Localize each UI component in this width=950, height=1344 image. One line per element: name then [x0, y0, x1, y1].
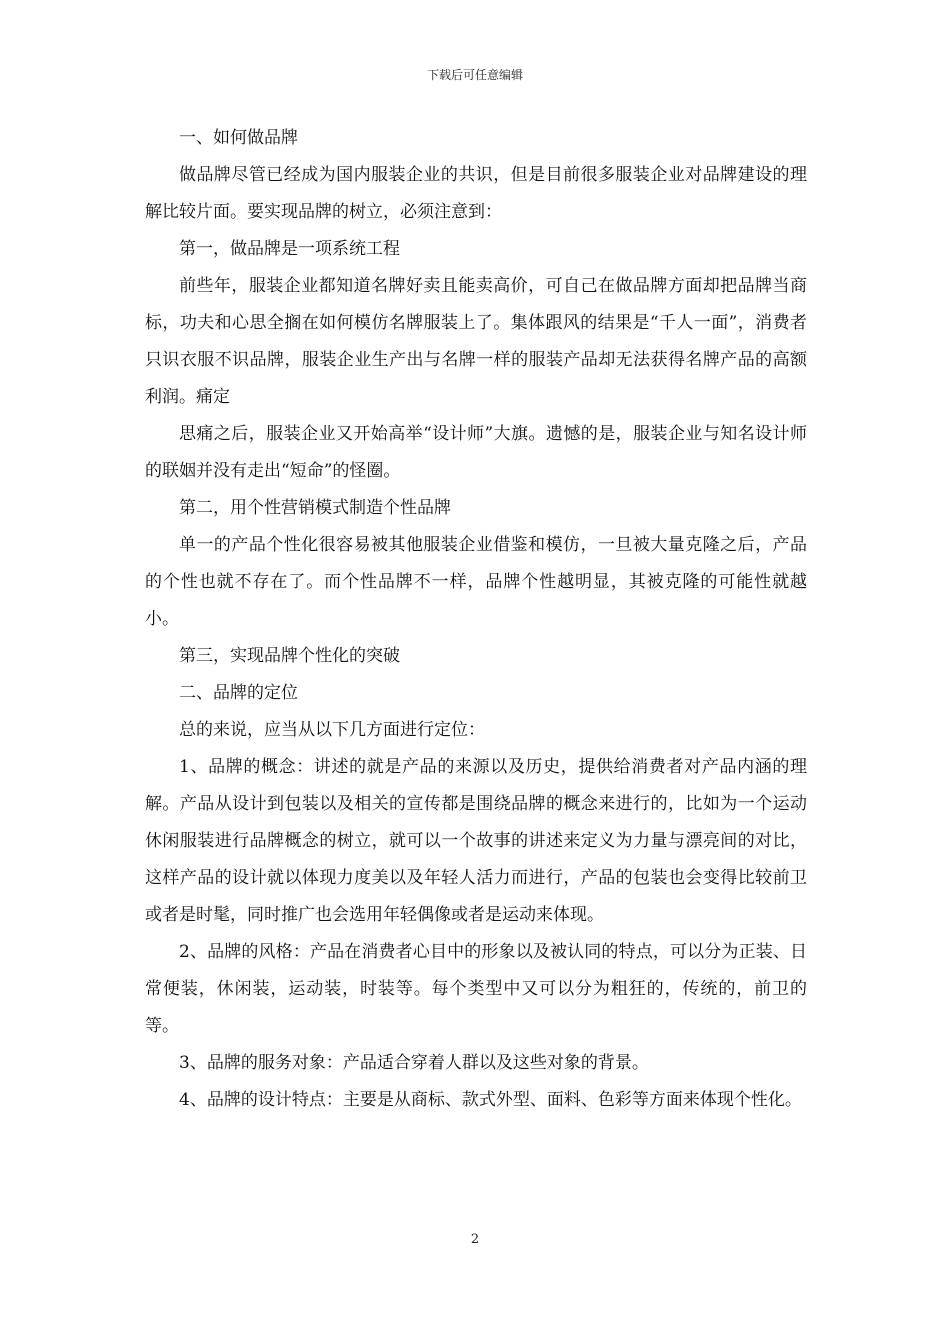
paragraph: 做品牌尽管已经成为国内服装企业的共识，但是目前很多服装企业对品牌建设的理解比较片面。要实现品牌的树立，必须注意到：	[145, 165, 807, 222]
page-header: 下载后可任意编辑	[426, 68, 523, 82]
document-body	[145, 120, 807, 1119]
list-item-brand-concept: 1、品牌的概念：讲述的就是产品的来源以及历史，提供给消费者对产品内涵的理解。产品从设计到包装以及相关的宣传都是围绕品牌的概念来进行的，比如为一个运动休闲服装进行品牌概念的树立，就可以一个故事的讲述来定义为力量与漂亮间的对比，这样产品的设计就以体现力度美以及年轻人活力而进行，产品的包装也会变得比较前卫或者是时髦，同时推广也会选用年轻偶像或者是运动来体现。	[145, 757, 807, 925]
page-number: 2	[470, 1232, 480, 1247]
list-item-brand-style: 2、品牌的风格：产品在消费者心目中的形象以及被认同的特点，可以分为正装、日常便装，休闲装，运动装，时装等。每个类型中又可以分为粗狂的，传统的，前卫的等。	[145, 942, 807, 1036]
section-heading-how-to-build-brand: 一、如何做品牌	[179, 128, 298, 148]
paragraph: 前些年，服装企业都知道名牌好卖且能卖高价，可自己在做品牌方面却把品牌当商标，功夫和心思全搁在如何模仿名牌服装上了。集体跟风的结果是“千人一面”，消费者只识衣服不识品牌，服装企业生产出与名牌一样的服装产品却无法获得名牌产品的高额利润。痛定	[145, 276, 807, 407]
subheading-first: 第一，做品牌是一项系统工程	[179, 239, 400, 259]
paragraph: 总的来说，应当从以下几方面进行定位：	[179, 720, 485, 740]
list-item-brand-audience: 3、品牌的服务对象：产品适合穿着人群以及这些对象的背景。	[179, 1053, 649, 1073]
subheading-third: 第三，实现品牌个性化的突破	[179, 646, 400, 666]
paragraph: 思痛之后，服装企业又开始高举“设计师”大旗。遗憾的是，服装企业与知名设计师的联姻并没有走出“短命”的怪圈。	[145, 424, 807, 481]
subheading-second: 第二，用个性营销模式制造个性品牌	[179, 498, 451, 518]
section-heading-brand-positioning: 二、品牌的定位	[179, 683, 298, 703]
paragraph: 单一的产品个性化很容易被其他服装企业借鉴和模仿，一旦被大量克隆之后，产品的个性也就不存在了。而个性品牌不一样，品牌个性越明显，其被克隆的可能性就越小。	[145, 535, 807, 629]
list-item-brand-design: 4、品牌的设计特点：主要是从商标、款式外型、面料、色彩等方面来体现个性化。	[179, 1090, 802, 1110]
